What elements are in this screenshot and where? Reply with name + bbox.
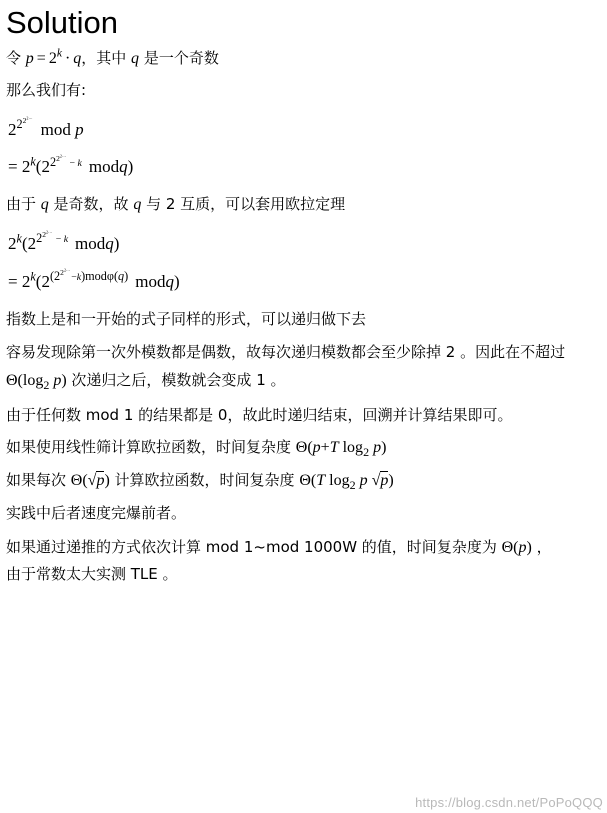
text-line-4: 指数上是和一开始的式子同样的形式，可以递归做下去 [6, 309, 367, 328]
text-line-6: 由于任何数 mod 1 的结果都是 0，故此时递归结束，回溯并计算结果即可。 [6, 406, 513, 425]
math-line-3: $2^k(2^{2^{2^{2\cdots}} - k}$ modq) [8, 229, 120, 254]
document-page [0, 6, 607, 813]
watermark: https://blog.csdn.net/PoPoQQQ [415, 795, 603, 810]
text-line-5: 容易发现除第一次外模数都是偶数，故每次递归模数都会至少除掉 2 。因此在不超过 $\Theta(\log_2$ p) 次递归之后，模数就会变成 1 。 [6, 343, 566, 392]
document-body [6, 47, 607, 588]
page-title: Solution [6, 5, 119, 40]
math-line-4: = $2^k(2^{(2^{2^{2\cdots}}-k)mod\varphi(q)}$ modq) [8, 267, 180, 291]
math-line-2: = $2^k(2^{2^{2^{2\cdots}} - k}$ modq) [8, 153, 134, 177]
text-line-8: 如果每次 Θ(√p) 计算欧拉函数，时间复杂度 Θ(T $\log_2 p$ √p) [6, 471, 394, 493]
text-line-2: 那么我们有: [6, 80, 87, 99]
text-line-10: 如果通过递推的方式依次计算 mod 1~mod 1000W 的值，时间复杂度为 Θ(p) ，由于常数太大实测 TLE 。 [6, 537, 552, 583]
text-line-3: 由于 q 是奇数，故 q 与 2 互质，可以套用欧拉定理 [6, 195, 346, 214]
text-line-7: 如果使用线性筛计算欧拉函数，时间复杂度 Θ(p+T $\log_2 p$) [6, 438, 387, 460]
text-line-9: 实践中后者速度完爆前者。 [6, 503, 187, 522]
math-line-1: $2^{2^{2^{2\cdots}}}mod$ p [8, 115, 84, 139]
text-line-1: 令 $p = 2^k \cdot q$，其中 q 是一个奇数 [6, 47, 219, 68]
